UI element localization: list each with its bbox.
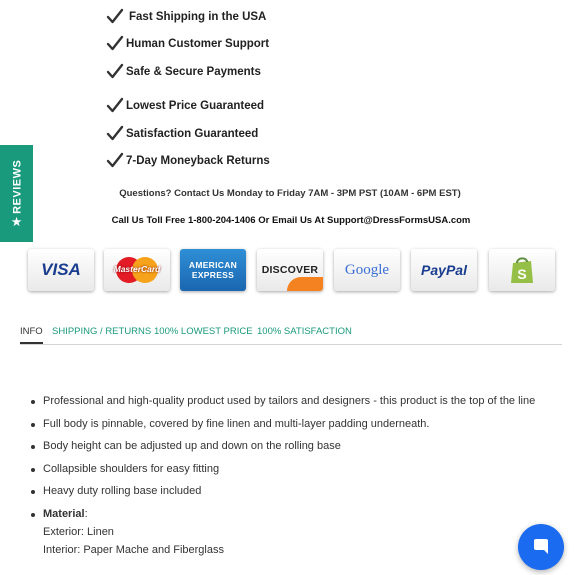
- mastercard-logo: [104, 249, 170, 291]
- bullet-icon: [31, 490, 35, 494]
- material-exterior-text: Exterior: Linen: [43, 526, 114, 538]
- tab-info[interactable]: INFO: [20, 326, 43, 344]
- star-icon: ★: [11, 216, 22, 229]
- tab-satisfaction[interactable]: 100% SATISFACTION: [257, 326, 352, 337]
- bullet-icon: [31, 400, 35, 404]
- feature-item: [106, 97, 264, 115]
- reviews-tab-label: REVIEWS: [10, 159, 23, 214]
- reviews-tab[interactable]: [0, 145, 33, 242]
- bullet-icon: [31, 445, 35, 449]
- check-icon: [106, 125, 124, 143]
- check-icon: [106, 63, 124, 81]
- feature-label: Satisfaction Guaranteed: [126, 128, 259, 140]
- tab-shipping-returns[interactable]: SHIPPING / RETURNS: [52, 326, 152, 337]
- check-icon: [106, 8, 124, 26]
- google-logo: [334, 249, 400, 291]
- check-icon: [106, 97, 124, 115]
- list-item-text: Full body is pinnable, covered by fine linen and multi-layer padding underneath.: [43, 418, 430, 430]
- visa-label: VISA: [41, 260, 81, 279]
- chat-bubble-icon: [531, 537, 551, 557]
- feature-label: Human Customer Support: [126, 38, 270, 50]
- feature-label: 7-Day Moneyback Returns: [126, 155, 270, 167]
- bullet-icon: [31, 423, 35, 427]
- feature-label: Fast Shipping in the USA: [129, 11, 267, 23]
- discover-label: DISCOVER: [261, 264, 319, 276]
- material-heading: Material: [43, 508, 85, 520]
- list-item-text: Professional and high-quality product used by tailors and designers - this product is the top of the line: [43, 395, 536, 407]
- contact-hours-label: Questions? Contact Us Monday to Friday 7AM - 3PM PST (10AM - 6PM EST): [119, 188, 461, 199]
- svg-text:S: S: [517, 266, 527, 282]
- material-colon: :: [84, 508, 88, 520]
- tab-lowest-price[interactable]: 100% LOWEST PRICE: [154, 326, 253, 337]
- payment-methods: [28, 249, 558, 291]
- amex-label: AMERICAN EXPRESS: [188, 260, 238, 280]
- mastercard-label: MasterCard: [113, 264, 161, 274]
- material-heading-line: [43, 508, 88, 520]
- feature-item: [106, 152, 270, 170]
- google-label: Google: [344, 261, 390, 278]
- feature-item: [106, 8, 266, 26]
- feature-item: [106, 125, 258, 143]
- list-item-text: Body height can be adjusted up and down on the rolling base: [43, 440, 341, 452]
- chat-button[interactable]: [518, 524, 564, 570]
- amex-logo: [180, 249, 246, 291]
- feature-item: [106, 35, 269, 53]
- feature-item: [106, 63, 261, 81]
- list-item-text: Collapsible shoulders for easy fitting: [43, 463, 220, 475]
- discover-logo: [257, 249, 323, 291]
- paypal-label: PayPal: [421, 262, 467, 278]
- check-icon: [106, 152, 124, 170]
- feature-label: Lowest Price Guaranteed: [126, 100, 265, 112]
- material-interior-text: Interior: Paper Mache and Fiberglass: [43, 544, 224, 556]
- feature-label: Safe & Secure Payments: [126, 66, 261, 78]
- paypal-logo: [411, 249, 477, 291]
- list-item-text: Heavy duty rolling base included: [43, 485, 202, 497]
- check-icon: [106, 35, 124, 53]
- shopify-bag-icon: [508, 255, 536, 285]
- bullet-icon: [31, 468, 35, 472]
- visa-logo: [28, 249, 94, 291]
- bullet-icon: [31, 513, 35, 517]
- contact-phone-email-text: Call Us Toll Free 1-800-204-1406 Or Email Us At Support@DressFormsUSA.com: [111, 215, 471, 226]
- shopify-logo: [489, 249, 555, 291]
- contact-hours-text: [0, 188, 582, 199]
- product-tabs: [20, 325, 562, 345]
